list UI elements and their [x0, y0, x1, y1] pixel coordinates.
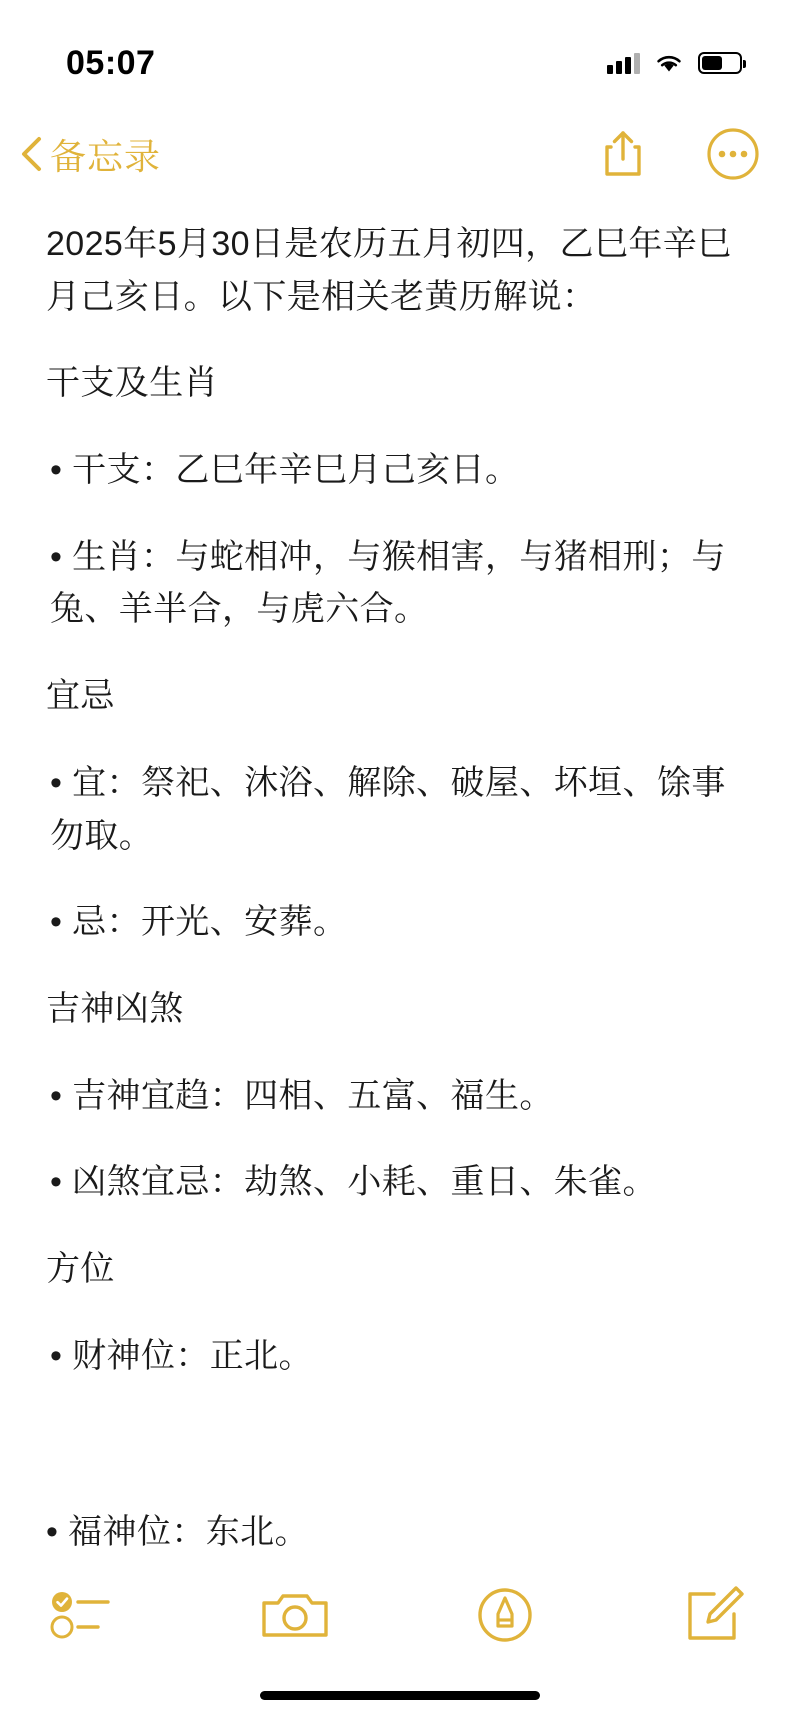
compose-button[interactable]	[676, 1576, 754, 1654]
cellular-signal-icon	[607, 52, 640, 74]
status-indicators	[607, 38, 742, 74]
note-paragraph: • 生肖：与蛇相冲，与猴相害，与猪相刑；与兔、羊半合，与虎六合。	[50, 537, 726, 629]
note-paragraph: 2025年5月30日是农历五月初四，乙巳年辛巳月己亥日。以下是相关老黄历解说：	[46, 225, 732, 316]
markup-pen-icon	[466, 1576, 544, 1654]
home-indicator[interactable]	[260, 1691, 540, 1700]
note-paragraph: • 忌：开光、安葬。	[50, 903, 348, 942]
note-paragraph: • 干支：乙巳年辛巳月己亥日。	[50, 451, 520, 490]
nav-actions	[596, 127, 760, 181]
note-paragraph-partial: • 福神位：东北。	[46, 1513, 309, 1552]
back-button[interactable]	[20, 129, 161, 180]
share-button[interactable]	[596, 127, 650, 181]
status-time: 05:07	[66, 43, 156, 82]
note-paragraph: • 凶煞宜忌：劫煞、小耗、重日、朱雀。	[50, 1163, 657, 1202]
note-paragraph: • 吉神宜趋：四相、五富、福生。	[50, 1076, 554, 1115]
navigation-bar	[0, 112, 800, 196]
camera-icon	[256, 1585, 334, 1645]
home-indicator-area	[0, 1675, 800, 1731]
note-toolbar	[0, 1555, 800, 1675]
note-section-heading: 吉神凶煞	[46, 989, 184, 1028]
note-content[interactable]	[0, 196, 800, 1555]
more-options-button[interactable]	[706, 127, 760, 181]
chevron-left-icon	[20, 136, 42, 172]
note-section-heading: 干支及生肖	[46, 364, 218, 403]
note-section-heading: 方位	[46, 1249, 115, 1288]
share-icon	[601, 129, 645, 179]
note-paragraph: • 宜：祭祀、沐浴、解除、破屋、坏垣、馀事勿取。	[50, 763, 726, 855]
back-button-label: 备忘录	[50, 135, 162, 177]
status-bar	[0, 0, 800, 112]
camera-button[interactable]	[256, 1576, 334, 1654]
more-options-icon	[706, 127, 760, 181]
markup-button[interactable]	[466, 1576, 544, 1654]
note-paragraph: • 财神位：正北。	[50, 1336, 313, 1375]
compose-icon	[676, 1580, 754, 1650]
note-section-heading: 宜忌	[46, 677, 115, 716]
checklist-button[interactable]	[46, 1576, 124, 1654]
checklist-icon	[46, 1585, 124, 1645]
wifi-icon	[654, 52, 684, 74]
battery-icon	[698, 52, 742, 74]
